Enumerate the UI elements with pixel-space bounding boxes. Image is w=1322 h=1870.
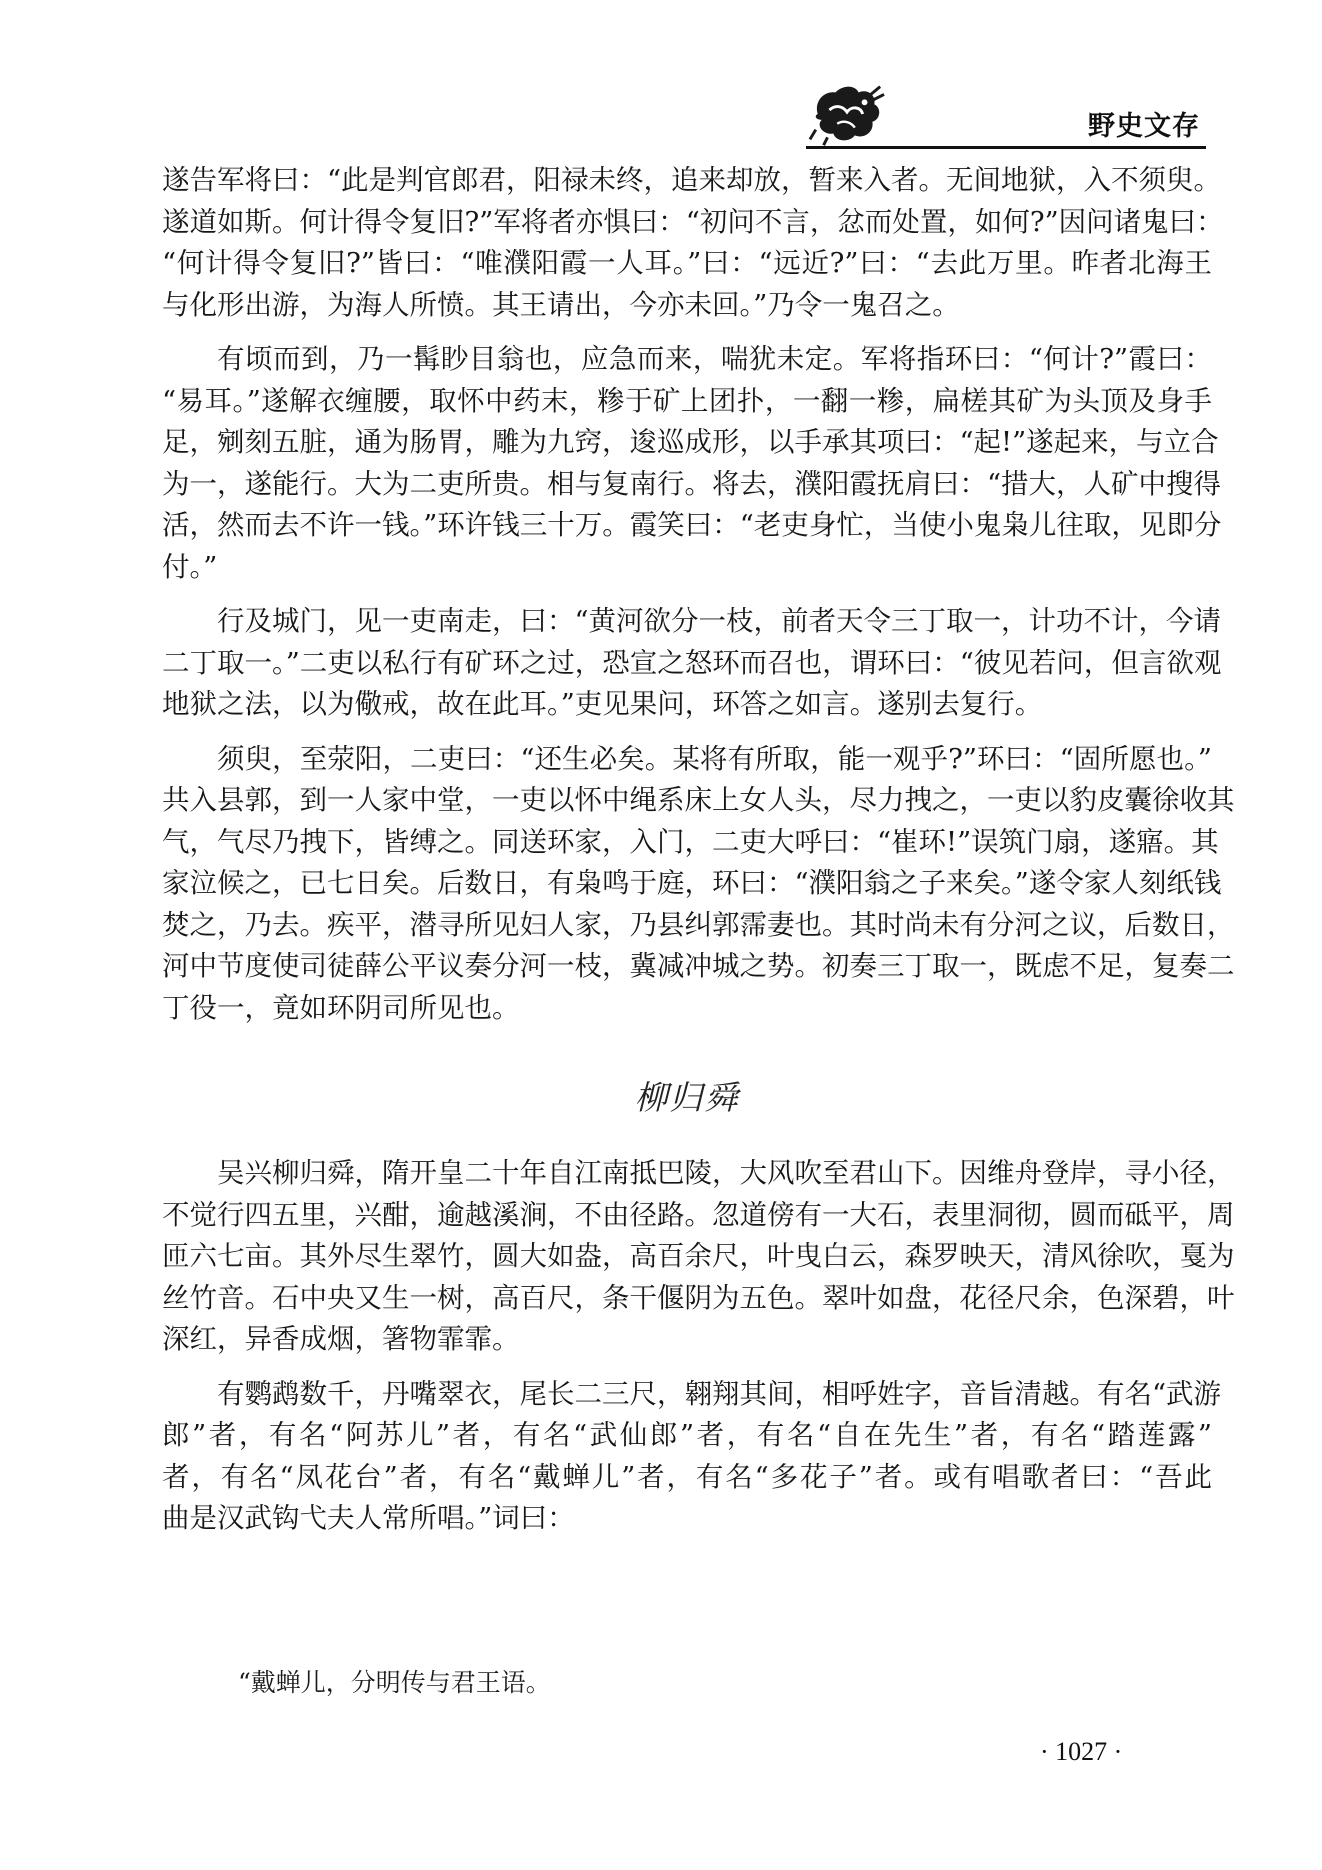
text-line: 匝六七亩。其外尽生翠竹，圆大如盎，高百余尺，叶曳白云，森罗映天，清风徐吹，戛为: [162, 1240, 1235, 1272]
page-number: · 1027 ·: [1040, 1737, 1123, 1766]
text-line: 吴兴柳归舜，隋开皇二十年自江南抵巴陵，大风吹至君山下。因维舟登岸，寻小径，: [217, 1157, 1235, 1189]
text-line: 遂道如斯。何计得令复旧?”军将者亦惧曰：“初问不言，忿而处置，如何?”因问诸鬼曰：: [162, 205, 1224, 238]
paragraph-gap: [162, 1361, 1212, 1374]
paragraph: [162, 1374, 1222, 1540]
text-line: 与化形出游，为海人所愤。其王请出，今亦未回。”乃令一鬼召之。: [162, 288, 960, 321]
paragraph-gap: [162, 326, 1212, 339]
text-line: 焚之，乃去。疾平，潜寻所见妇人家，乃县纠郭霈妻也。其时尚未有分河之议，后数日，: [162, 908, 1235, 941]
section-title: 柳归舜: [634, 1078, 740, 1117]
text-line: 丝竹音。石中央又生一树，高百尺，条干偃阴为五色。翠叶如盘，花径尺余，色深碧，叶: [162, 1281, 1235, 1314]
paragraph: [162, 160, 1224, 326]
paragraph: [162, 339, 1222, 588]
text-line: 者，有名“凤花台”者，有名“戴蝉儿”者，有名“多花子”者。或有唱歌者曰：“吾此: [162, 1460, 1212, 1493]
text-line: 足，剜刻五脏，通为肠胃，雕为九窍，逡巡成形，以手承其项曰：“起!”遂起来，与立合: [162, 426, 1219, 458]
text-line: 气，气尽乃拽下，皆缚之。同送环家，入门，二吏大呼曰：“崔环!”误筑门扇，遂寤。其: [162, 825, 1219, 858]
text-line: 二丁取一。”二吏以私行有矿环之过，恐宣之怒环而召也，谓环曰：“彼见若问，但言欲观: [162, 646, 1222, 679]
text-line: 郎”者，有名“阿苏儿”者，有名“武仙郎”者，有名“自在先生”者，有名“踏莲露”: [162, 1419, 1212, 1451]
running-header: [800, 72, 1230, 162]
text-line: 家泣候之，已七日矣。后数日，有枭鸣于庭，环曰：“濮阳翁之子来矣。”遂令家人刻纸钱: [162, 867, 1222, 899]
text-line: 有鹦鹉数千，丹嘴翠衣，尾长二三尺，翱翔其间，相呼姓字，音旨清越。有名“武游: [217, 1377, 1222, 1410]
text-line: 河中节度使司徒薛公平议奏分河一枝，冀减冲城之势。初奏三丁取一，既虑不足，复奏二: [162, 950, 1235, 982]
text-line: 为一，遂能行。大为二吏所贵。相与复南行。将去，濮阳霞抚肩曰：“措大，人矿中搜得: [162, 467, 1222, 500]
text-line: 须臾，至荥阳，二吏曰：“还生必矣。某将有所取，能一观乎?”环曰：“固所愿也。”: [217, 742, 1212, 775]
text-line: 曲是汉武钩弋夫人常所唱。”词曰：: [162, 1502, 575, 1534]
text-line: 深红，异香成烟，箸物霏霏。: [162, 1323, 520, 1355]
dragon-emblem-icon: [808, 80, 886, 146]
text-line: 活，然而去不许一钱。”环许钱三十万。霞笑曰：“老吏身忙，当使小鬼枭儿往取，见即分: [162, 509, 1222, 541]
text-line: 付。”: [162, 550, 218, 583]
text-line: 地狱之法，以为儆戒，故在此耳。”吏见果问，环答之如言。遂别去复行。: [162, 688, 1043, 720]
text-line: “易耳。”遂解衣缠腰，取怀中药末，糁于矿上团扑，一翻一糁，扁槎其矿为头顶及身手: [162, 384, 1212, 417]
paragraph: [162, 601, 1222, 726]
header-rule: [806, 146, 1206, 149]
text-line: 共入县郭，到一人家中堂，一吏以怀中绳系床上女人头，尽力拽之，一吏以豹皮囊徐收其: [162, 784, 1235, 816]
paragraph: [162, 739, 1235, 1030]
body-text: [162, 160, 1235, 1540]
paragraph: [162, 1153, 1235, 1361]
verse-line: “戴蝉儿，分明传与君王语。: [238, 1668, 551, 1697]
paragraph-gap: [162, 726, 1212, 739]
text-line: “何计得令复旧?”皆曰：“唯濮阳霞一人耳。”曰：“远近?”曰：“去此万里。昨者北海王: [162, 247, 1212, 279]
text-line: 遂告军将曰：“此是判官郎君，阳禄未终，追来却放，暂来入者。无间地狱，入不须臾。: [162, 164, 1222, 196]
text-line: 不觉行四五里，兴酣，逾越溪涧，不由径路。忽道傍有一大石，表里洞彻，圆而砥平，周: [162, 1198, 1235, 1231]
paragraph-gap: [162, 588, 1212, 601]
text-line: 行及城门，见一吏南走，曰：“黄河欲分一枝，前者天令三丁取一，计功不计，今请: [217, 605, 1222, 637]
text-line: 丁役一，竟如环阴司所见也。: [162, 991, 520, 1024]
text-line: 有顷而到，乃一髯眇目翁也，应急而来，喘犹未定。军将指环曰：“何计?”霞曰：: [217, 343, 1212, 375]
series-title: 野史文存: [1088, 111, 1200, 142]
